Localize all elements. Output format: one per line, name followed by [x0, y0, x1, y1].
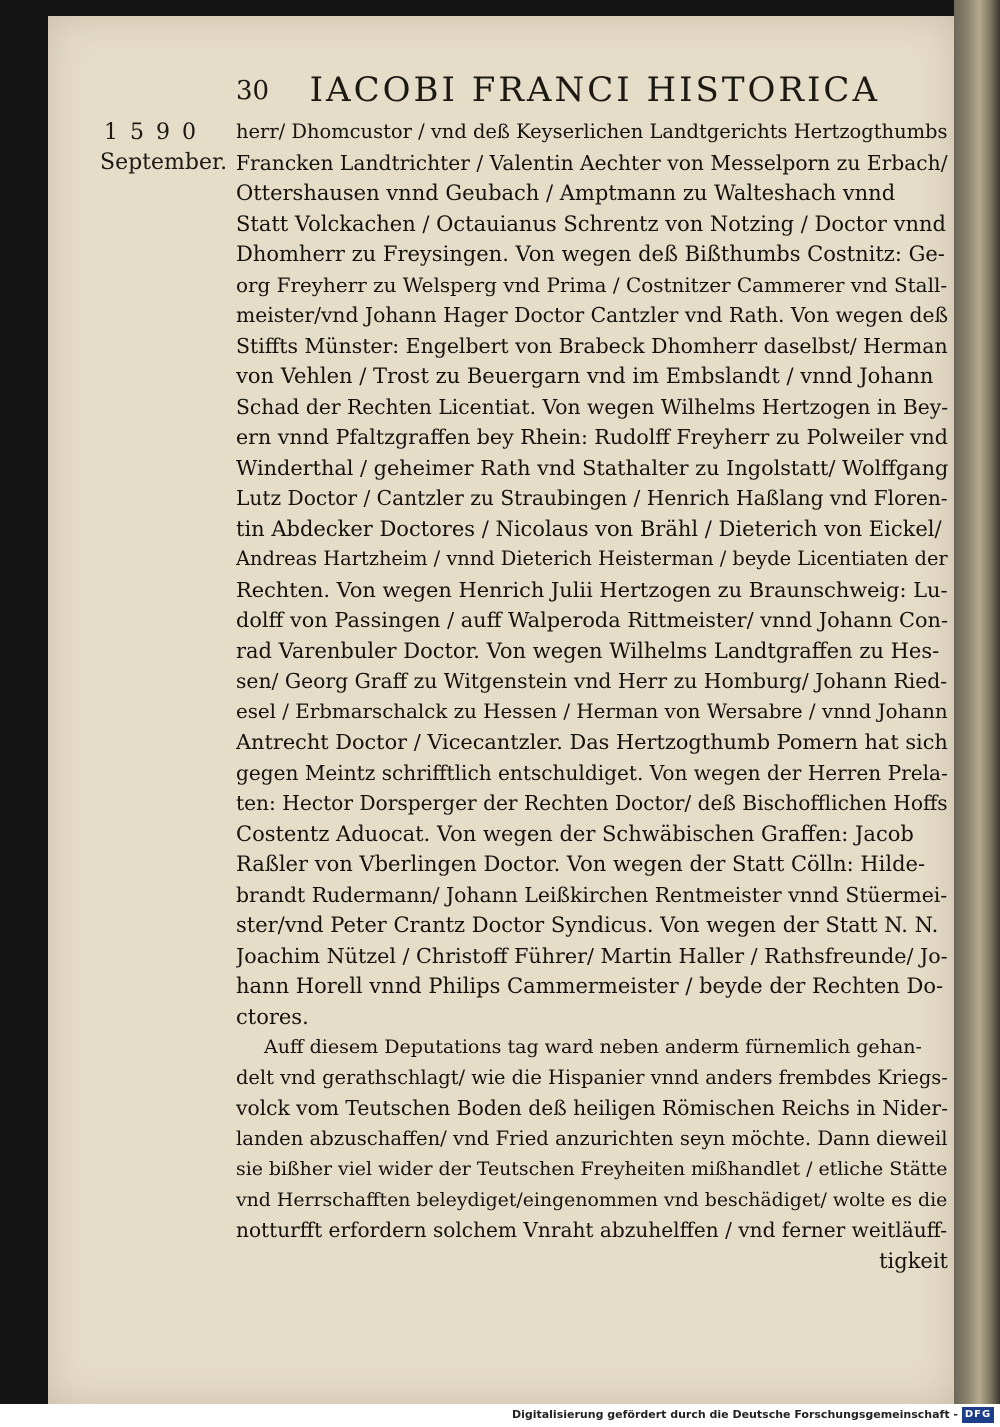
- running-title: IACOBI FRANCI HISTORICA: [309, 70, 880, 110]
- text-line: sen/ Georg Graff zu Witgenstein vnd Herr zu Homburg/ Johann Ried-: [236, 669, 948, 693]
- text-line: volck vom Teutschen Boden deß heiligen Römischen Reichs in Nider-: [236, 1096, 948, 1120]
- text-line: tin Abdecker Doctores / Nicolaus von Brähl / Dieterich von Eickel/: [236, 516, 942, 541]
- page-header: [236, 70, 880, 114]
- text-line: tigkeit: [879, 1248, 948, 1273]
- footer-bar: [0, 1404, 1000, 1427]
- text-line: landen abzuschaffen/ vnd Fried anzurichten seyn möchte. Dann dieweil: [236, 1126, 948, 1150]
- text-line: Ottershausen vnnd Geubach / Amptmann zu Walteshach vnnd: [236, 181, 896, 205]
- text-line: ern vnnd Pfaltzgraffen bey Rhein: Rudolff Freyherr zu Polweiler vnd: [236, 425, 948, 449]
- margin-year: 1590: [104, 120, 208, 145]
- text-line: Winderthal / geheimer Rath vnd Stathalter zu Ingolstatt/ Wolffgang: [236, 455, 949, 480]
- text-line: delt vnd gerathschlagt/ wie die Hispanier vnnd anders frembdes Kriegs-: [236, 1065, 948, 1089]
- text-line: Costentz Aduocat. Von wegen der Schwäbischen Graffen: Jacob: [236, 821, 914, 846]
- text-line: Joachim Nützel / Christoff Führer/ Martin Haller / Rathsfreunde/ Jo-: [236, 943, 948, 968]
- dfg-logo: DFG: [962, 1407, 994, 1423]
- text-line: meister/vnd Johann Hager Doctor Cantzler vnd Rath. Von wegen deß: [236, 303, 949, 327]
- text-line: von Vehlen / Trost zu Beuergarn vnd im Embslandt / vnnd Johann: [236, 364, 934, 388]
- page-number: 30: [236, 76, 270, 106]
- margin-month: September.: [100, 150, 228, 175]
- text-line: ster/vnd Peter Crantz Doctor Syndicus. Von wegen der Statt N. N.: [236, 913, 939, 937]
- body-text: [236, 117, 954, 1276]
- text-line: ctores.: [236, 1004, 309, 1029]
- margin-note: [100, 118, 230, 178]
- text-line: Statt Volckachen / Octauianus Schrentz von Notzing / Doctor vnnd: [236, 211, 946, 236]
- text-line: Rechten. Von wegen Henrich Julii Hertzogen zu Braunschweig: Lu-: [236, 577, 948, 602]
- text-line: Stiffts Münster: Engelbert von Brabeck Dhomherr daselbst/ Herman: [236, 333, 948, 358]
- text-line: rad Varenbuler Doctor. Von wegen Wilhelms Landtgraffen zu Hes-: [236, 638, 940, 663]
- text-line: hann Horell vnnd Philips Cammermeister / beyde der Rechten Do-: [236, 974, 944, 998]
- text-line: dolff von Passingen / auff Walperoda Rittmeister/ vnnd Johann Con-: [236, 608, 949, 632]
- text-line: Lutz Doctor / Cantzler zu Straubingen / Henrich Haßlang vnd Floren-: [236, 486, 948, 510]
- text-line: esel / Erbmarschalck zu Hessen / Herman von Wersabre / vnnd Johann: [236, 699, 948, 723]
- text-line: Andreas Hartzheim / vnnd Dieterich Heisterman / beyde Licentiaten der: [236, 547, 948, 570]
- text-line: Francken Landtrichter / Valentin Aechter von Messelporn zu Erbach/: [236, 150, 948, 175]
- text-line: notturfft erfordern solchem Vnraht abzuhelffen / vnd ferner weitläuff-: [236, 1218, 948, 1242]
- text-line: Schad der Rechten Licentiat. Von wegen Wilhelms Hertzogen in Bey-: [236, 394, 949, 419]
- text-line: gegen Meintz schrifftlich entschuldiget. Von wegen der Herren Prela-: [236, 760, 948, 785]
- funding-note: Digitalisierung gefördert durch die Deutsche Forschungsgemeinschaft -: [511, 1408, 958, 1421]
- text-line: sie bißher viel wider der Teutschen Freyheiten mißhandlet / etliche Stätte: [236, 1158, 948, 1180]
- text-line: Raßler von Vberlingen Doctor. Von wegen der Statt Cölln: Hilde-: [236, 852, 926, 876]
- book-page-edge: [954, 0, 1000, 1404]
- text-line: Dhomherr zu Freysingen. Von wegen deß Bißthumbs Costnitz: Ge-: [236, 242, 945, 266]
- text-line: org Freyherr zu Welsperg vnd Prima / Costnitzer Cammerer vnd Stall-: [236, 272, 948, 297]
- text-line: Antrecht Doctor / Vicecantzler. Das Hertzogthumb Pomern hat sich: [236, 730, 948, 754]
- text-line: ten: Hector Dorsperger der Rechten Doctor/ deß Bischofflichen Hoffs: [236, 791, 948, 815]
- text-line: Auff diesem Deputations tag ward neben anderm fürnemlich gehan-: [264, 1036, 922, 1058]
- text-line: brandt Rudermann/ Johann Leißkirchen Rentmeister vnnd Stüermei-: [236, 882, 948, 907]
- text-line: vnd Herrschafften beleydiget/eingenommen vnd beschädiget/ wolte es die: [236, 1188, 948, 1211]
- text-line: herr/ Dhomcustor / vnd deß Keyserlichen Landtgerichts Hertzogthumbs: [236, 120, 948, 143]
